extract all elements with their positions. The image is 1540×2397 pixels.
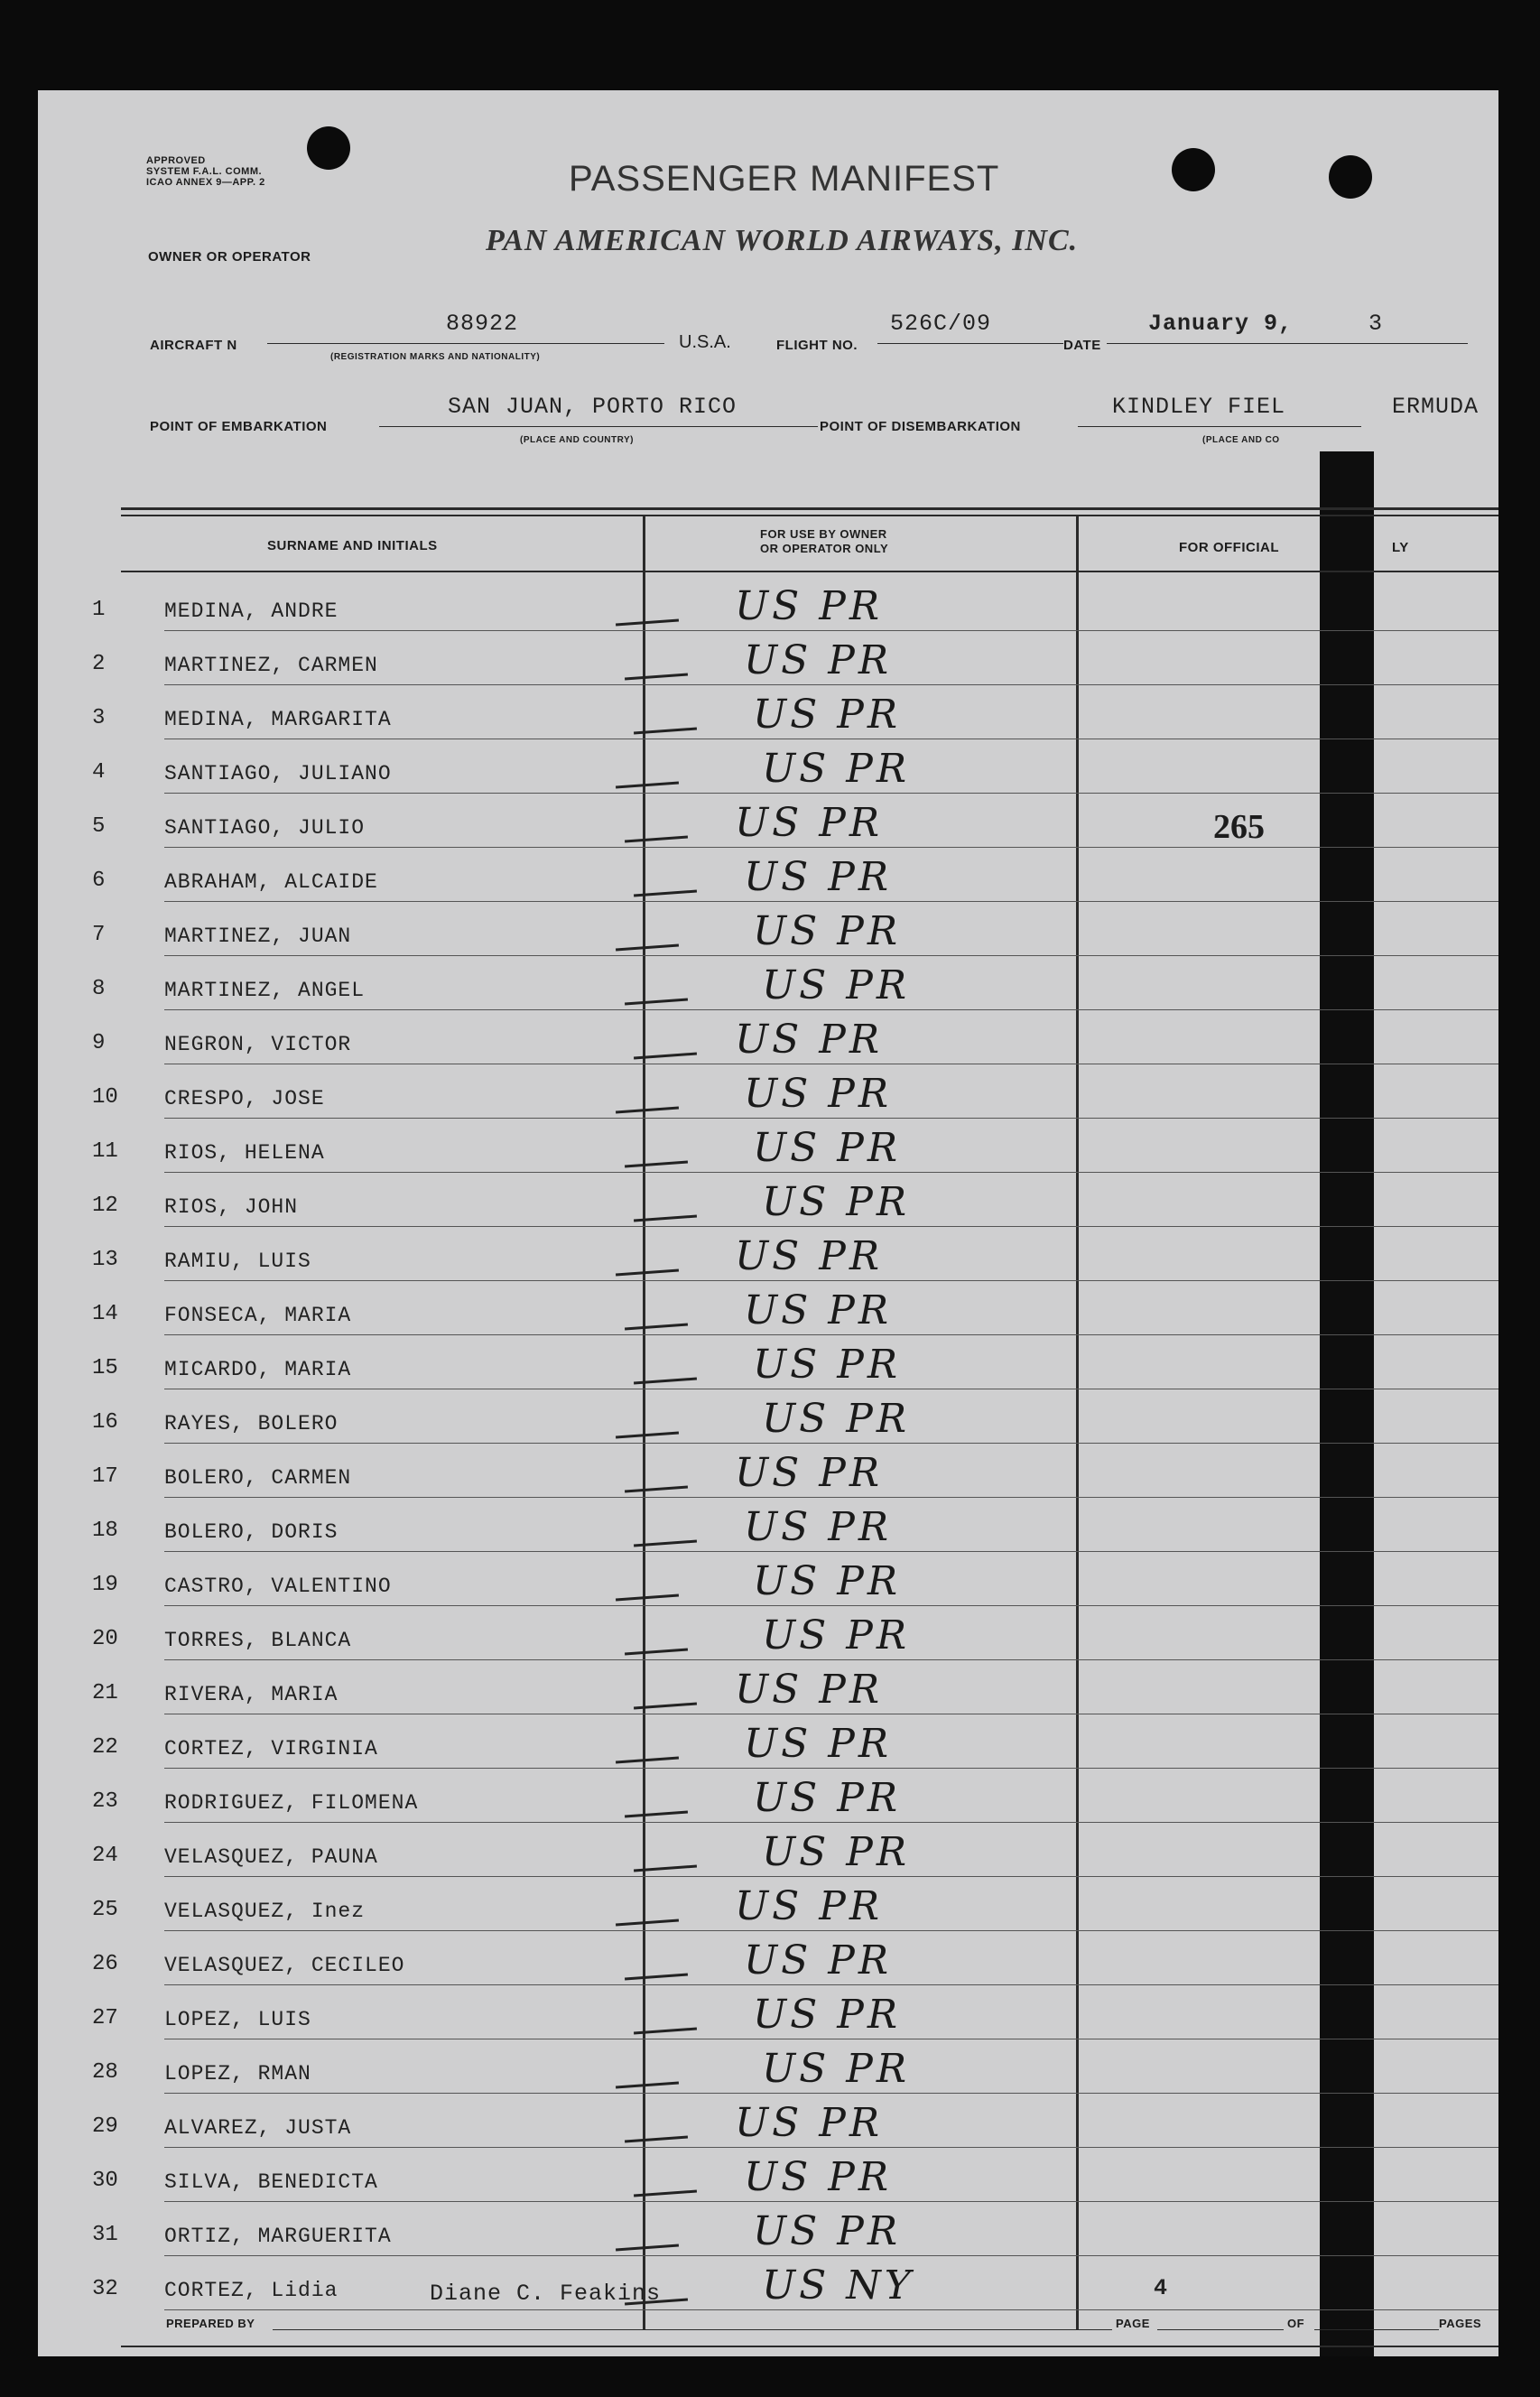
tick-mark [634,1703,697,1710]
table-row [38,1558,1498,1618]
citizenship-note: US PR [762,1612,910,1658]
flight-underline [877,343,1063,344]
row-number: 27 [92,2006,118,2030]
row-rule [164,2147,1498,2148]
table-row [38,1721,1498,1780]
table-row [38,800,1498,859]
table-row [38,854,1498,914]
row-rule [164,2309,1498,2310]
row-rule [164,2093,1498,2094]
owner-label: OWNER OR OPERATOR [148,249,311,265]
row-rule [164,1768,1498,1769]
passenger-name: RODRIGUEZ, FILOMENA [164,1791,419,1815]
column-official: FOR OFFICIAL [1179,540,1279,555]
tick-mark [616,2082,679,2089]
tick-mark [616,944,679,952]
citizenship-note: US PR [744,637,892,683]
citizenship-note: US PR [735,1017,883,1063]
citizenship-note: US PR [753,1342,901,1388]
row-rule [164,630,1498,631]
row-number: 5 [92,814,106,839]
row-number: 4 [92,760,106,785]
passenger-name: CORTEZ, Lidia [164,2279,339,2302]
row-number: 18 [92,1519,118,1543]
tick-mark [625,674,688,681]
tick-mark [625,1974,688,1981]
prepared-by-label: PREPARED BY [166,2317,255,2330]
row-number: 8 [92,977,106,1001]
flight-label: FLIGHT NO. [776,338,858,353]
citizenship-note: US PR [735,2100,883,2146]
citizenship-note: US PR [735,583,883,629]
passenger-name: RIOS, HELENA [164,1141,325,1165]
aircraft-label: AIRCRAFT N [150,338,237,353]
table-row [38,1125,1498,1185]
citizenship-note: US PR [762,1829,910,1875]
row-number: 13 [92,1248,118,1272]
owner-name: PAN AMERICAN WORLD AIRWAYS, INC. [486,224,1079,257]
table-row [38,1775,1498,1835]
of-label: OF [1287,2317,1305,2330]
citizenship-note: US PR [744,1287,892,1333]
aircraft-sublabel: (REGISTRATION MARKS AND NATIONALITY) [330,352,541,362]
page-label: PAGE [1116,2317,1150,2330]
table-row [38,692,1498,751]
tick-mark [625,1486,688,1493]
row-rule [164,1930,1498,1931]
passenger-name: VELASQUEZ, CECILEO [164,1954,405,1977]
column-official-tail: LY [1392,540,1409,555]
tick-mark [625,1161,688,1168]
table-row [38,1287,1498,1347]
row-rule [164,2201,1498,2202]
passenger-name: LOPEZ, RMAN [164,2062,311,2086]
nationality: U.S.A. [679,332,731,352]
row-number: 30 [92,2169,118,2193]
citizenship-note: US PR [762,746,910,792]
tick-mark [625,1649,688,1656]
tick-mark [634,2190,697,2197]
citizenship-note: US PR [744,854,892,900]
table-row [38,1396,1498,1455]
page-number: 4 [1154,2275,1169,2301]
tick-mark [616,1107,679,1114]
passenger-name: RIOS, JOHN [164,1195,299,1219]
tick-mark [616,1432,679,1439]
table-row [38,1017,1498,1076]
row-rule [164,1280,1498,1281]
citizenship-note: US PR [753,1992,901,2038]
aircraft-underline [267,343,664,344]
citizenship-note: US NY [762,2262,914,2309]
tick-mark [625,2136,688,2143]
row-number: 14 [92,1302,118,1326]
passenger-name: VELASQUEZ, Inez [164,1900,366,1923]
row-number: 29 [92,2114,118,2139]
citizenship-note: US PR [753,908,901,954]
row-rule [164,847,1498,848]
table-row [38,583,1498,643]
citizenship-note: US PR [744,1504,892,1550]
column-owner-use-1: FOR USE BY OWNER [760,527,887,541]
table-row [38,1992,1498,2051]
table-row [38,908,1498,968]
passenger-name: SANTIAGO, JULIANO [164,762,392,785]
row-rule [164,1172,1498,1173]
row-number: 6 [92,869,106,893]
disembark-sublabel: (PLACE AND CO [1202,435,1280,445]
flight-date-year: 3 [1368,311,1384,337]
row-rule [164,684,1498,685]
citizenship-note: US PR [735,1450,883,1496]
row-number: 26 [92,1952,118,1976]
passenger-name: VELASQUEZ, PAUNA [164,1845,378,1869]
passenger-name: CRESPO, JOSE [164,1087,325,1110]
row-rule [164,1118,1498,1119]
row-number: 11 [92,1139,118,1164]
tick-mark [616,1594,679,1602]
citizenship-note: US PR [762,1396,910,1442]
passenger-name: ORTIZ, MARGUERITA [164,2225,392,2248]
table-row [38,1071,1498,1130]
citizenship-note: US PR [753,1125,901,1171]
punch-hole [1172,148,1215,191]
passenger-name: MICARDO, MARIA [164,1358,352,1381]
table-row [38,1450,1498,1510]
citizenship-note: US PR [735,1233,883,1279]
page-underline [1157,2329,1284,2330]
row-number: 10 [92,1085,118,1110]
passenger-name: CORTEZ, VIRGINIA [164,1737,378,1761]
embark-place: SAN JUAN, PORTO RICO [448,394,738,420]
citizenship-note: US PR [735,1667,883,1713]
passenger-name: MEDINA, MARGARITA [164,708,392,731]
tick-mark [616,1919,679,1927]
citizenship-note: US PR [744,2154,892,2200]
date-underline [1107,343,1468,344]
tick-mark [634,1378,697,1385]
row-number: 28 [92,2060,118,2085]
aircraft-registration: 88922 [446,311,519,337]
header-rule-bottom [121,571,1498,572]
table-row [38,1504,1498,1564]
tick-mark [625,1811,688,1818]
passenger-name: CASTRO, VALENTINO [164,1575,392,1598]
tick-mark [634,1865,697,1872]
tick-mark [616,1269,679,1277]
column-surname: SURNAME AND INITIALS [267,538,438,553]
row-number: 25 [92,1898,118,1922]
tick-mark [616,1757,679,1764]
row-number: 2 [92,652,106,676]
passenger-name: ABRAHAM, ALCAIDE [164,870,378,894]
citizenship-note: US PR [762,2046,910,2092]
punch-hole [1329,155,1372,199]
table-row [38,2154,1498,2214]
row-rule [164,1605,1498,1606]
disembark-place: KINDLEY FIEL [1112,394,1286,420]
row-rule [164,1497,1498,1498]
row-number: 16 [92,1410,118,1435]
passenger-name: MEDINA, ANDRE [164,599,339,623]
citizenship-note: US PR [735,1883,883,1929]
flight-date: January 9, [1148,311,1294,337]
row-number: 20 [92,1627,118,1651]
tick-mark [616,2244,679,2252]
passenger-name: FONSECA, MARIA [164,1304,352,1327]
table-row [38,2100,1498,2160]
tick-mark [634,728,697,735]
table-row [38,1233,1498,1293]
disembark-place-tail: ERMUDA [1392,394,1480,420]
tick-mark [634,1215,697,1222]
passenger-name: LOPEZ, LUIS [164,2008,311,2031]
tick-mark [625,836,688,843]
passenger-name: RAMIU, LUIS [164,1250,311,1273]
manifest-sheet [38,90,1498,2356]
header-rule-top [121,507,1498,510]
passenger-name: TORRES, BLANCA [164,1629,352,1652]
table-row [38,1883,1498,1943]
tick-mark [634,890,697,897]
pages-label: PAGES [1439,2317,1482,2330]
citizenship-note: US PR [753,1558,901,1604]
citizenship-note: US PR [744,1937,892,1984]
row-number: 15 [92,1356,118,1380]
flight-number: 526C/09 [890,311,992,337]
citizenship-note: US PR [762,962,910,1008]
row-rule [164,1551,1498,1552]
table-row [38,746,1498,805]
row-number: 24 [92,1844,118,1868]
embark-label: POINT OF EMBARKATION [150,419,328,434]
citizenship-note: US PR [744,1071,892,1117]
table-row [38,962,1498,1022]
embark-underline [379,426,818,427]
preparer-name: Diane C. Feakins [430,2281,662,2307]
table-row [38,2046,1498,2105]
page-title: PASSENGER MANIFEST [569,159,1000,199]
embark-sublabel: (PLACE AND COUNTRY) [520,435,634,445]
row-rule [164,1822,1498,1823]
header-rule-2 [121,515,1498,516]
row-rule [164,1443,1498,1444]
approval-stamp [146,155,265,188]
passenger-name: BOLERO, DORIS [164,1520,339,1544]
row-number: 32 [92,2277,118,2301]
tick-mark [625,999,688,1006]
row-number: 1 [92,598,106,622]
row-rule [164,2255,1498,2256]
passenger-name: NEGRON, VICTOR [164,1033,352,1056]
row-rule [164,1334,1498,1335]
approval-line-3: ICAO ANNEX 9—APP. 2 [146,177,265,188]
row-rule [164,1009,1498,1010]
passenger-name: SANTIAGO, JULIO [164,816,366,840]
table-row [38,1937,1498,1997]
row-rule [164,1984,1498,1985]
row-number: 3 [92,706,106,730]
prepared-underline [273,2329,1112,2330]
column-owner-use-2: OR OPERATOR ONLY [760,542,889,555]
row-rule [164,1659,1498,1660]
official-code: 265 [1213,808,1265,846]
approval-line-2: SYSTEM F.A.L. COMM. [146,166,263,177]
citizenship-note: US PR [762,1179,910,1225]
citizenship-note: US PR [753,692,901,738]
punch-hole [307,126,350,170]
table-row [38,1179,1498,1239]
passenger-name: RAYES, BOLERO [164,1412,339,1435]
passenger-name: MARTINEZ, CARMEN [164,654,378,677]
passenger-name: MARTINEZ, ANGEL [164,979,366,1002]
tick-mark [625,1324,688,1331]
disembark-label: POINT OF DISEMBARKATION [820,419,1021,434]
passenger-name: ALVAREZ, JUSTA [164,2116,352,2140]
row-number: 19 [92,1573,118,1597]
row-number: 22 [92,1735,118,1760]
table-row [38,1667,1498,1726]
date-label: DATE [1063,338,1101,353]
row-rule [164,901,1498,902]
table-row [38,1342,1498,1401]
row-rule [164,1876,1498,1877]
tick-mark [616,782,679,789]
signature-rule [121,2346,1498,2347]
tick-mark [634,1540,697,1547]
table-row [38,637,1498,697]
tick-mark [634,2028,697,2035]
table-row [38,2262,1498,2322]
row-number: 31 [92,2223,118,2247]
row-rule [164,955,1498,956]
table-row [38,1612,1498,1672]
of-underline [1314,2329,1439,2330]
tick-mark [616,619,679,627]
approval-line-1: APPROVED [146,155,206,166]
citizenship-note: US PR [753,2208,901,2254]
table-row [38,1829,1498,1889]
passenger-name: RIVERA, MARIA [164,1683,339,1706]
row-number: 17 [92,1464,118,1489]
row-number: 21 [92,1681,118,1705]
disembark-underline [1078,426,1361,427]
passenger-name: BOLERO, CARMEN [164,1466,352,1490]
row-number: 23 [92,1789,118,1814]
citizenship-note: US PR [753,1775,901,1821]
row-number: 9 [92,1031,106,1055]
row-number: 7 [92,923,106,947]
row-number: 12 [92,1194,118,1218]
citizenship-note: US PR [744,1721,892,1767]
table-row [38,2208,1498,2268]
row-rule [164,793,1498,794]
citizenship-note: US PR [735,800,883,846]
tick-mark [634,1053,697,1060]
passenger-name: SILVA, BENEDICTA [164,2170,378,2194]
passenger-name: MARTINEZ, JUAN [164,924,352,948]
row-rule [164,1226,1498,1227]
